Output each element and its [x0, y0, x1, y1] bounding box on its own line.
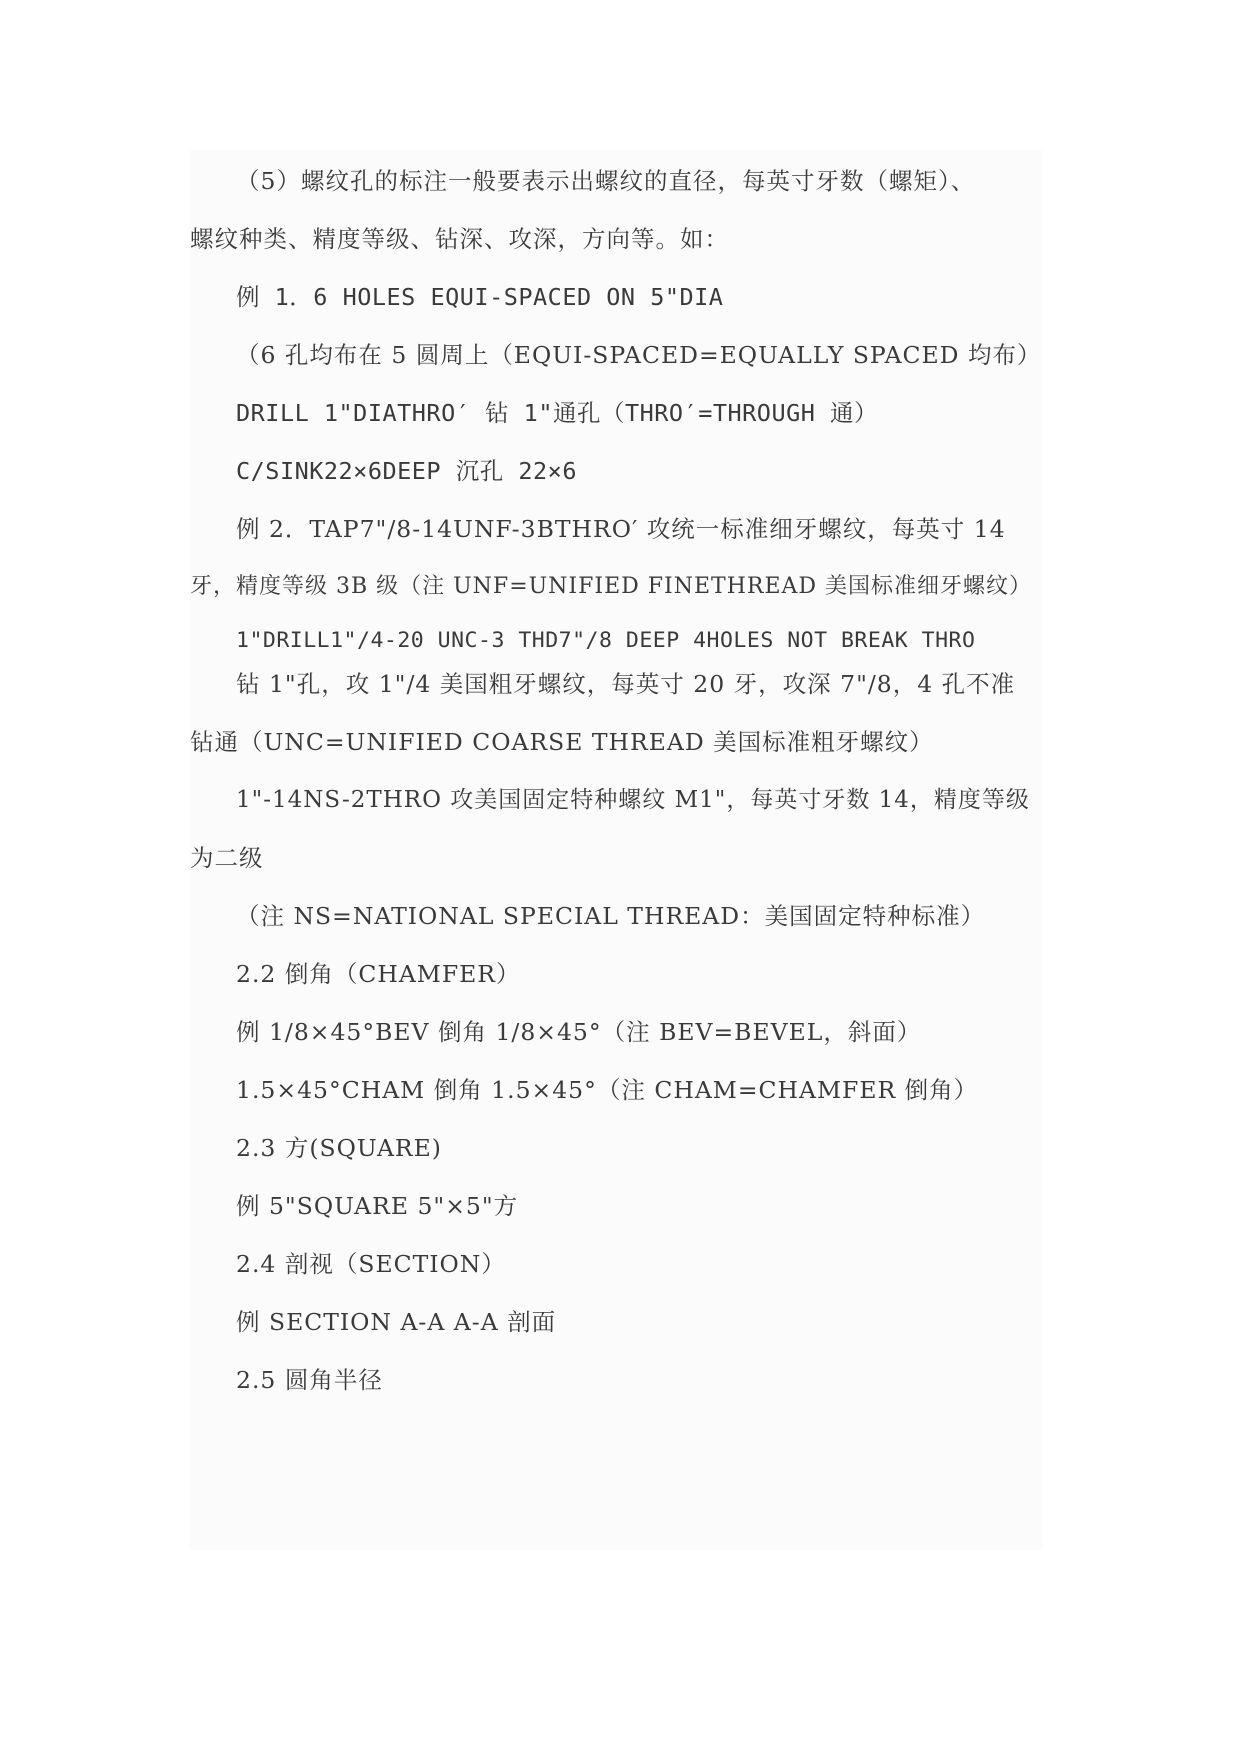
section-heading: 2.4 剖视（SECTION） — [236, 1250, 506, 1278]
section-heading: 2.2 倒角（CHAMFER） — [236, 960, 521, 988]
paragraph-line: （5）螺纹孔的标注一般要表示出螺纹的直径，每英寸牙数（螺矩）、 — [236, 167, 976, 195]
paragraph-line: 牙，精度等级 3B 级（注 UNF=UNIFIED FINETHREAD 美国标准细牙螺纹） — [190, 574, 1033, 599]
section-heading: 2.5 圆角半径 — [236, 1366, 383, 1394]
paragraph-line: C/SINK22×6DEEP 沉孔 22×6 — [236, 457, 577, 485]
paragraph-line: 螺纹种类、精度等级、钻深、攻深，方向等。如： — [190, 225, 729, 253]
document-body — [190, 150, 1042, 1550]
paragraph-line: 为二级 — [190, 844, 264, 872]
section-heading: 2.3 方(SQUARE) — [236, 1134, 442, 1162]
paragraph-line: （注 NS=NATIONAL SPECIAL THREAD：美国固定特种标准） — [236, 902, 986, 930]
paragraph-line: 钻 1"孔，攻 1"/4 美国粗牙螺纹，每英寸 20 牙，攻深 7"/8，4 孔不准 — [236, 670, 1016, 698]
paragraph-line: 例 SECTION A-A A-A 剖面 — [236, 1308, 557, 1336]
paragraph-line: DRILL 1"DIATHRO′ 钻 1"通孔（THRO′=THROUGH 通） — [236, 399, 879, 427]
paragraph-line: 例 1/8×45°BEV 倒角 1/8×45°（注 BEV=BEVEL，斜面） — [236, 1018, 922, 1046]
paragraph-line: （6 孔均布在 5 圆周上（EQUI-SPACED=EQUALLY SPACED 均布） — [236, 341, 1042, 369]
paragraph-line: 1"DRILL1"/4-20 UNC-3 THD7"/8 DEEP 4HOLES NOT BREAK THRO — [236, 628, 976, 653]
paragraph-line: 1.5×45°CHAM 倒角 1.5×45°（注 CHAM=CHAMFER 倒角） — [236, 1076, 979, 1104]
paragraph-line: 例 5"SQUARE 5"×5"方 — [236, 1192, 519, 1220]
paragraph-line: 钻通（UNC=UNIFIED COARSE THREAD 美国标准粗牙螺纹） — [190, 728, 934, 756]
paragraph-line: 例 2．TAP7"/8-14UNF-3BTHRO′ 攻统一标准细牙螺纹，每英寸 14 — [236, 515, 1006, 543]
paragraph-line: 1"-14NS-2THRO 攻美国固定特种螺纹 M1"，每英寸牙数 14，精度等级 — [236, 787, 1030, 813]
paragraph-line: 例 1．6 HOLES EQUI-SPACED ON 5"DIA — [236, 283, 724, 311]
